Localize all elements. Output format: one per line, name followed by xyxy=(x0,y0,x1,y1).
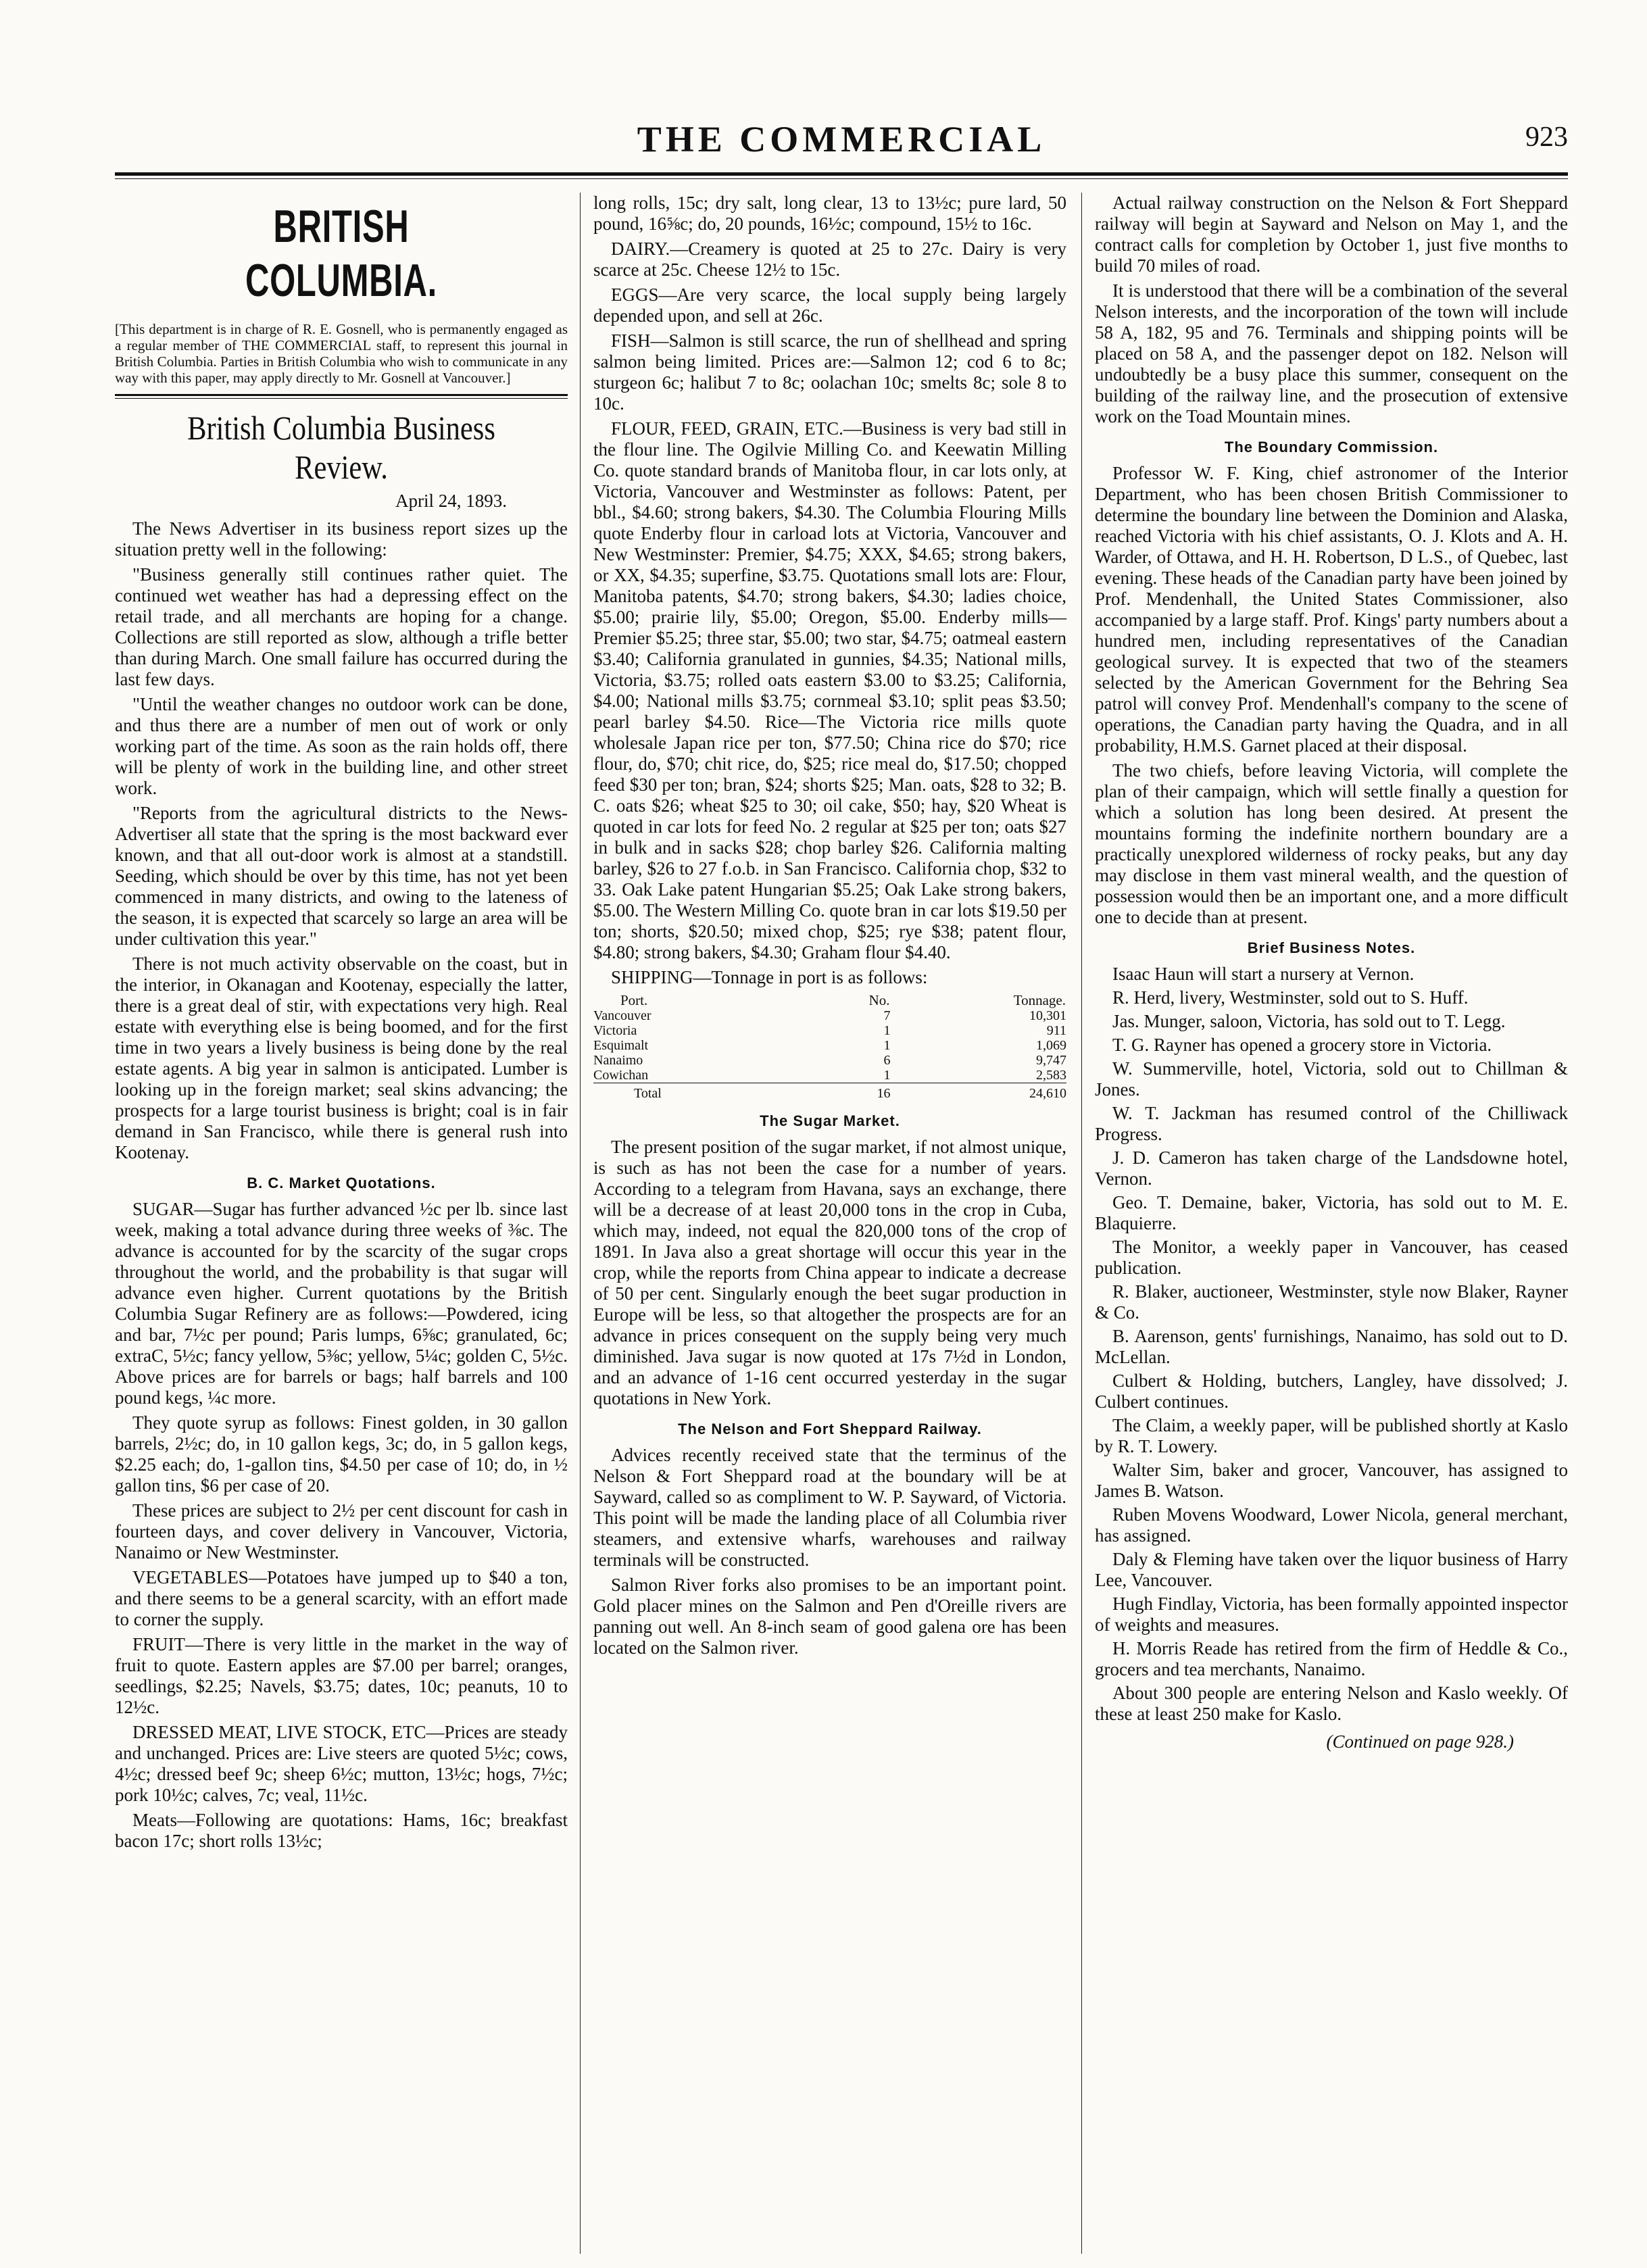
editor-note: [This department is in charge of R. E. Gosnell, who is permanently engaged as a regular member of THE COMMERCIAL staff, to represent this journal in British Columbia. Parties in British Columbia who wish to communicate in any way with this paper, may apply directly to Mr. Gosnell at Vancouver.] xyxy=(115,321,568,386)
list-item: Isaac Haun will start a nursery at Vernon. xyxy=(1112,964,1415,984)
shipping-header: Port. xyxy=(620,992,648,1008)
port-cell: Nanaimo xyxy=(593,1053,643,1068)
market-paragraph: These prices are subject to 2½ per cent discount for cash in fourteen days, and cover delivery in Vancouver, Victoria, Nanaimo or New Westminster. xyxy=(115,1500,568,1562)
article-paragraph: FISH—Salmon is still scarce, the run of shellhead and spring salmon being limited. Prices are:—Salmon 12; cod 6 to 8c; sturgeon 6c; halibut 7 to 8c; oolachan 10c; smelts 8c; sole 8 to 10c. xyxy=(593,330,1066,414)
tonnage-cell: 10,301 xyxy=(1029,1008,1066,1023)
market-paragraph: DRESSED MEAT, LIVE STOCK, ETC—Prices are steady and unchanged. Prices are: Live steers are quoted 5½c; cows, 4½c; dressed beef 9c; sheep 6½c; mutton, 13½c; hogs, 7½c; pork 10½c; calves, 7c; veal, 11½c. xyxy=(115,1722,568,1805)
list-item: W. T. Jackman has resumed control of the Chilliwack Progress. xyxy=(1095,1103,1568,1144)
total-row xyxy=(593,1083,1066,1102)
table-row xyxy=(593,1068,1066,1083)
list-item: J. D. Cameron has taken charge of the Landsdowne hotel, Vernon. xyxy=(1095,1148,1568,1189)
article-paragraph: It is understood that there will be a combination of the several Nelson interests, and the incorporation of the town will include 58 A, 182, 95 and 76. Terminals and shipping points will be placed on 58 A, and the passenger depot on 182. Nelson will undoubtedly be a busy place this summer, consequent on the building of the railway line, and the prosecution of extensive work on the Toad Mountain mines. xyxy=(1095,280,1568,426)
railway-heading: The Nelson and Fort Sheppard Railway. xyxy=(678,1421,982,1437)
port-cell: Esquimalt xyxy=(593,1038,649,1053)
port-cell: Victoria xyxy=(593,1023,637,1038)
list-item: R. Blaker, auctioneer, Westminster, style now Blaker, Rayner & Co. xyxy=(1095,1281,1568,1323)
boundary-paragraph: The two chiefs, before leaving Victoria, will complete the plan of their campaign, which will settle finally a question for which a solution has long been desired. At present the mountains forming the indefinite northern boundary are a practically unexplored wilderness of rocky peaks, but any day may disclose in them vast mineral wealth, and the question of possession would then be an important one, and a more difficult one to decide than at present. xyxy=(1095,760,1568,927)
article-paragraph: DAIRY.—Creamery is quoted at 25 to 27c. Dairy is very scarce at 25c. Cheese 12½ to 15c. xyxy=(593,239,1066,280)
railway-paragraph: Advices recently received state that the terminus of the Nelson & Fort Sheppard road at the boundary will be at Sayward, called so as compliment to W. P. Sayward, of Victoria. This point will be made the landing place of all Columbia river steamers, and extensive wharfs, warehouses and railway terminals will be constructed. xyxy=(593,1445,1066,1570)
list-item: Geo. T. Demaine, baker, Victoria, has sold out to M. E. Blaquierre. xyxy=(1095,1192,1568,1233)
port-cell: Vancouver xyxy=(593,1008,652,1023)
total-tonnage: 24,610 xyxy=(890,1083,1066,1102)
article-paragraph: FLOUR, FEED, GRAIN, ETC.—Business is very bad still in the flour line. The Ogilvie Milling Co. and Keewatin Milling Co. quote standard brands of Manitoba flour, in car lots only, at Victoria, Vancouver and Westminster as follows: Patent, per bbl., $4.60; strong bakers, $4.30. The Columbia Flouring Mills quote Enderby flour in carload lots at Victoria, Vancouver and New Westminster: Premier, $4.75; XXX, $4.65; strong bakers, or XX, $4.35; superfine, $3.75. Quotations small lots are: Flour, Manitoba patents, $4.70; strong bakers, $4.30; ladies choice, $5.00; prairie lily, $5.00; Oregon, $5.00. Enderby mills—Premier $5.25; three star, $5.00; two star, $4.75; oatmeal eastern $3.40; California granulated in gunnies, $4.35; National mills, Victoria, $3.75; rolled oats eastern $3.00 to $3.25; California, $4.00; National mills $3.75; cornmeal $3.10; split peas $3.50; pearl barley $4.50. Rice—The Victoria rice mills quote wholesale Japan rice per ton, $77.50; China rice do $70; rice flour, do, $70; chit rice, do, $25; rice meal do, $17.50; chopped feed $30 per ton; bran, $24; shorts $25; Man. oats, $28 to 32; B. C. oats $26; wheat $25 to 30; oil cake, $50; hay, $20 Wheat is quoted in car lots for feed No. 2 regular at $25 per ton; oats $27 in bulk and in sacks $28; chop barley $26. California malting barley, $26 to 27 f.o.b. in San Francisco. California chop, $32 to 33. Oak Lake patent Hungarian $5.25; Oak Lake strong bakers, $5.00. The Western Milling Co. quote bran in car lots $19.50 per ton; shorts, $20.50; mixed chop, $25; rye $38; patent flour, $4.80; strong bakers, $4.30; Graham flour $4.40. xyxy=(593,418,1066,962)
list-item: The Claim, a weekly paper, will be published shortly at Kaslo by R. T. Lowery. xyxy=(1095,1415,1568,1456)
table-row xyxy=(593,1053,1066,1068)
article-paragraph: EGGS—Are very scarce, the local supply being largely depended upon, and sell at 26c. xyxy=(593,285,1066,326)
list-item: B. Aarenson, gents' furnishings, Nanaimo, has sold out to D. McLellan. xyxy=(1095,1326,1568,1367)
section-title: BRITISH COLUMBIA. xyxy=(245,201,437,306)
article-paragraph: "Reports from the agricultural districts to the News-Advertiser all state that the spring is the most backward ever known, and that all out-door work is almost at a standstill. Seeding, which should be over by this time, has not yet been commenced in many districts, and owing to the lateness of the season, it is expected that scarcely so large an area will be under cultivation this year." xyxy=(115,803,568,949)
count-cell: 1 xyxy=(883,1023,891,1038)
list-item: Walter Sim, baker and grocer, Vancouver, has assigned to James B. Watson. xyxy=(1095,1460,1568,1501)
count-cell: 1 xyxy=(883,1068,891,1083)
list-item: About 300 people are entering Nelson and Kaslo weekly. Of these at least 250 make for Kaslo. xyxy=(1095,1683,1568,1724)
tonnage-cell: 911 xyxy=(1046,1023,1066,1038)
list-item: Ruben Movens Woodward, Lower Nicola, general merchant, has assigned. xyxy=(1095,1504,1568,1546)
list-item: T. G. Rayner has opened a grocery store in Victoria. xyxy=(1112,1035,1492,1055)
continued-notice: (Continued on page 928.) xyxy=(1326,1731,1514,1752)
column-1 xyxy=(115,193,568,1856)
port-cell: Cowichan xyxy=(593,1068,649,1083)
list-item: The Monitor, a weekly paper in Vancouver, has ceased publication. xyxy=(1095,1237,1568,1278)
table-row xyxy=(593,1038,1066,1053)
count-cell: 7 xyxy=(883,1008,891,1023)
count-cell: 1 xyxy=(883,1038,891,1053)
market-paragraph: Meats—Following are quotations: Hams, 16c; breakfast bacon 17c; short rolls 13½c; xyxy=(115,1810,568,1851)
column-rule-2 xyxy=(1081,193,1082,2254)
boundary-heading: The Boundary Commission. xyxy=(1224,439,1439,455)
shipping-header: No. xyxy=(868,992,890,1008)
list-item: Hugh Findlay, Victoria, has been formally appointed inspector of weights and measures. xyxy=(1095,1594,1568,1635)
section-divider xyxy=(115,394,568,399)
shipping-table xyxy=(593,992,1066,1101)
masthead-title: THE COMMERCIAL xyxy=(637,119,1046,159)
brief-notes-heading: Brief Business Notes. xyxy=(1247,939,1416,956)
masthead xyxy=(115,118,1568,166)
list-item: W. Summerville, hotel, Victoria, sold out to Chillman & Jones. xyxy=(1095,1058,1568,1100)
sugar-paragraph: The present position of the sugar market, if not almost unique, is such as has not been the case for a number of years. According to a telegram from Havana, says an exchange, there will be a decrease of at least 20,000 tons in the crop in Cuba, which may, indeed, not equal the 820,000 tons of the crop of 1891. In Java also a great shortage will occur this year in the crop, while the reports from China appear to indicate a decrease of 50 per cent. Singularly enough the beet sugar production in Europe will be less, so that altogether the prospects are for an advance in prices consequent on the supply being very much diminished. Java sugar is now quoted at 17s 7½d in London, and an advance of 1-16 cent occurred yesterday in the sugar quotations in New York. xyxy=(593,1137,1066,1408)
list-item: Jas. Munger, saloon, Victoria, has sold out to T. Legg. xyxy=(1112,1011,1506,1031)
article-paragraph: SHIPPING—Tonnage in port is as follows: xyxy=(611,967,928,987)
article-paragraph: There is not much activity observable on the coast, but in the interior, in Okanagan and Kootenay, especially the latter, there is a great deal of stir, with expectations very high. Real estate with everything else is being boomed, and for the first time in two years a lively business is being done by the real estate agents. A big year in salmon is anticipated. Lumber is looking up in the foreign market; seal skins advancing; the prospects for a large tourist business is bright; coal is in fair demand in San Francisco, while there is general rush into Kootenay. xyxy=(115,954,568,1162)
market-paragraph: SUGAR—Sugar has further advanced ½c per lb. since last week, making a total advance during three weeks of ⅜c. The advance is accounted for by the scarcity of the sugar crops throughout the world, and the probability is that sugar will advance even higher. Current quotations by the British Columbia Sugar Refinery are as follows:—Powdered, icing and bar, 7½c per pound; Paris lumps, 6⅝c; granulated, 6c; extraC, 5½c; fancy yellow, 5⅜c; yellow, 5¼c; golden C, 5½c. Above prices are for barrels or bags; half barrels and 100 pound kegs, ¼c more. xyxy=(115,1199,568,1408)
article-paragraph: "Until the weather changes no outdoor work can be done, and thus there are a number of men out of work or only working part of the time. As soon as the rain holds off, there will be plenty of work in the building line, and other street work. xyxy=(115,694,568,798)
review-title: British Columbia Business Review. xyxy=(187,409,495,486)
market-paragraph: They quote syrup as follows: Finest golden, in 30 gallon barrels, 2½c; do, in 10 gallon kegs, 3c; do, in 5 gallon kegs, $2.25 each; do, 1-gallon tins, $4.50 per case of 10; do, in ½ gallon tins, $6 per case of 20. xyxy=(115,1412,568,1496)
review-date: April 24, 1893. xyxy=(395,491,507,511)
shipping-header-row xyxy=(593,992,1066,1008)
list-item: H. Morris Reade has retired from the firm of Heddle & Co., grocers and tea merchants, Nanaimo. xyxy=(1095,1638,1568,1679)
masthead-rule-thin xyxy=(115,178,1568,179)
list-item: Daly & Fleming have taken over the liquor business of Harry Lee, Vancouver. xyxy=(1095,1549,1568,1590)
masthead-rule xyxy=(115,172,1568,176)
page-number: 923 xyxy=(1525,122,1568,153)
shipping-header: Tonnage. xyxy=(1013,992,1066,1008)
article-paragraph: Actual railway construction on the Nelson & Fort Sheppard railway will begin at Sayward and Nelson on May 1, and the contract calls for completion by October 1, just five months to build 70 miles of road. xyxy=(1095,193,1568,276)
total-label: Total xyxy=(593,1083,817,1102)
sugar-heading: The Sugar Market. xyxy=(760,1112,900,1129)
column-2 xyxy=(593,193,1066,1662)
count-cell: 6 xyxy=(883,1053,891,1068)
market-paragraph: VEGETABLES—Potatoes have jumped up to $40 a ton, and there seems to be a general scarcity, with an effort made to corner the supply. xyxy=(115,1567,568,1629)
table-row xyxy=(593,1008,1066,1023)
column-3 xyxy=(1095,193,1568,1752)
railway-paragraph: Salmon River forks also promises to be an important point. Gold placer mines on the Salmon and Pen d'Oreille rivers are panning out well. An 8-inch seam of good galena ore has been located on the Salmon river. xyxy=(593,1575,1066,1658)
total-count: 16 xyxy=(817,1083,890,1102)
list-item: Culbert & Holding, butchers, Langley, have dissolved; J. Culbert continues. xyxy=(1095,1371,1568,1412)
article-paragraph: "Business generally still continues rather quiet. The continued wet weather has had a depressing effect on the retail trade, and all merchants are hoping for a change. Collections are still reported as slow, although a trifle better than during March. One small failure has occurred during the last few days. xyxy=(115,564,568,689)
market-heading: B. C. Market Quotations. xyxy=(247,1175,436,1191)
brief-notes-list xyxy=(1095,964,1568,1725)
article-paragraph: The News Advertiser in its business report sizes up the situation pretty well in the following: xyxy=(115,518,568,560)
column-rule-1 xyxy=(580,193,581,2254)
tonnage-cell: 2,583 xyxy=(1036,1068,1066,1083)
table-row xyxy=(593,1023,1066,1038)
market-paragraph: FRUIT—There is very little in the market in the way of fruit to quote. Eastern apples are $7.00 per barrel; oranges, seedlings, $2.25; Navels, $3.75; dates, 10c; peanuts, 10 to 12½c. xyxy=(115,1634,568,1717)
tonnage-cell: 9,747 xyxy=(1036,1053,1066,1068)
list-item: R. Herd, livery, Westminster, sold out to S. Huff. xyxy=(1112,987,1469,1008)
tonnage-cell: 1,069 xyxy=(1036,1038,1066,1053)
boundary-paragraph: Professor W. F. King, chief astronomer of the Interior Department, who has been chosen British Commissioner to determine the boundary line between the Dominion and Alaska, reached Victoria with his chief assistants, O. J. Klots and A. H. Warder, of Ottawa, and H. H. Robertson, D L.S., of Quebec, last evening. These heads of the Canadian party have been joined by Prof. Mendenhall, the United States Commissioner, also accompanied by a large staff. Prof. Kings' party numbers about a hundred men, including representatives of the Canadian geological survey. It is expected that two of the steamers selected by the American Government for the Behring Sea patrol will convey Prof. Mendenhall's company to the scene of operations, the Canadian party having the Quadra, and in all probability, H.M.S. Garnet placed at their disposal. xyxy=(1095,463,1568,756)
article-paragraph: long rolls, 15c; dry salt, long clear, 13 to 13½c; pure lard, 50 pound, 16⅝c; do, 20 pounds, 16½c; compound, 15½ to 16c. xyxy=(593,193,1066,234)
